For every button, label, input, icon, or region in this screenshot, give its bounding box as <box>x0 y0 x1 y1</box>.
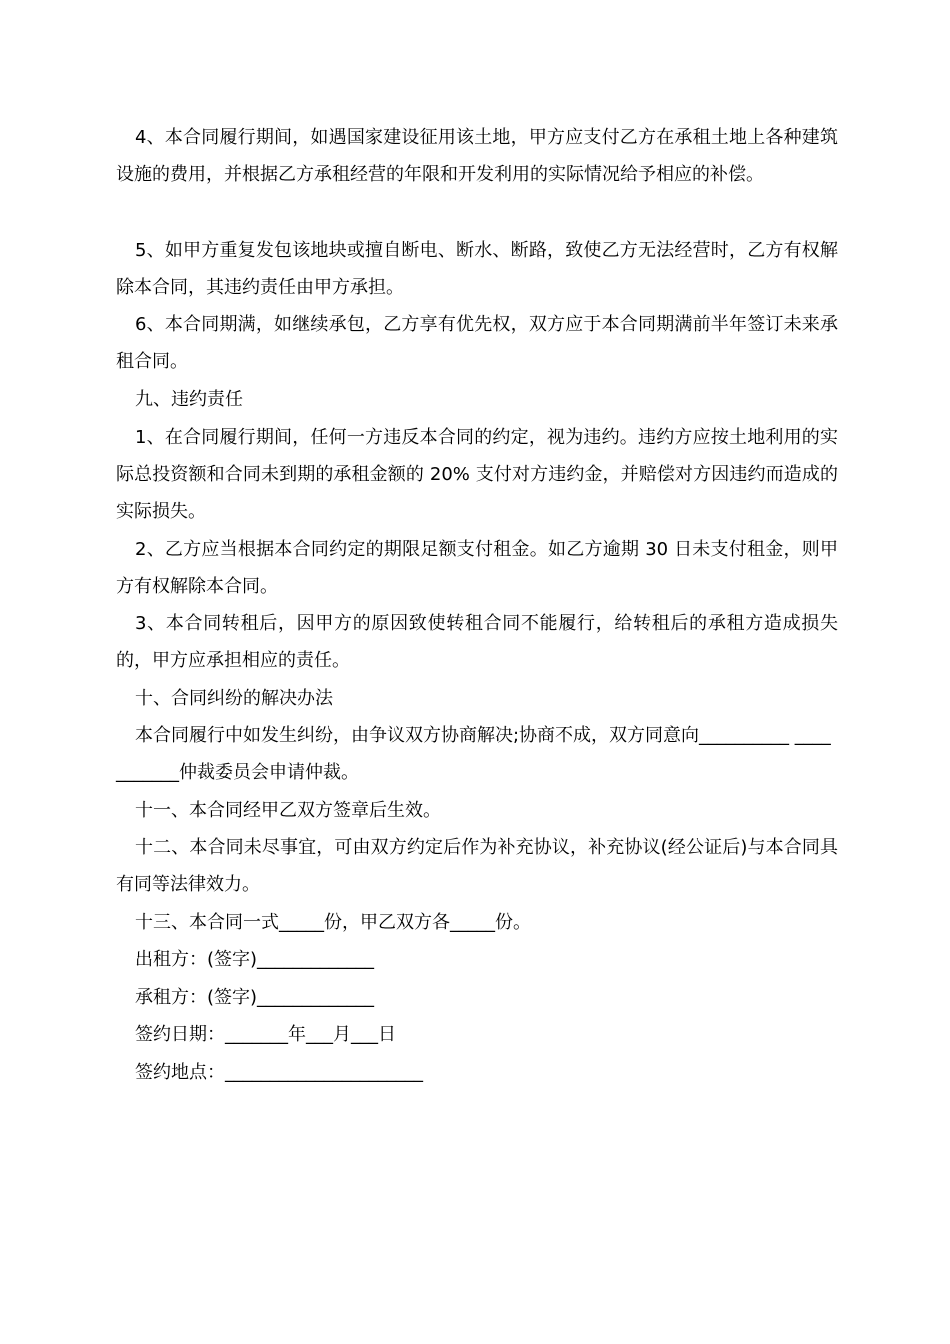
clause-13-copies: 十三、本合同一式_____份，甲乙双方各_____份。 <box>135 912 531 933</box>
section-heading-breach-liability: 九、违约责任 <box>135 389 243 410</box>
clause-12-supplementary-agreement: 十二、本合同未尽事宜，可由双方约定后作为补充协议，补充协议(经公证后)与本合同具有同等法律效力。 <box>116 837 838 895</box>
clause-9-1-breach-penalty: 1、在合同履行期间，任何一方违反本合同的约定，视为违约。违约方应按土地利用的实际总投资额和合同未到期的承租金额的 20% 支付对方违约金，并赔偿对方因违约而造成的实际损失。 <box>116 427 838 522</box>
clause-8-4-land-expropriation: 4、本合同履行期间，如遇国家建设征用该土地，甲方应支付乙方在承租土地上各种建筑设施的费用，并根据乙方承租经营的年限和开发利用的实际情况给予相应的补偿。 <box>116 127 838 185</box>
clause-9-2-rent-payment: 2、乙方应当根据本合同约定的期限足额支付租金。如乙方逾期 30 日未支付租金，则甲方有权解除本合同。 <box>116 539 838 597</box>
clause-8-5-repeat-contracting: 5、如甲方重复发包该地块或擅自断电、断水、断路，致使乙方无法经营时，乙方有权解除本合同，其违约责任由甲方承担。 <box>116 240 838 298</box>
signature-lessee: 承租方：(签字)_____________ <box>135 987 375 1008</box>
signing-location: 签约地点：______________________ <box>135 1062 423 1083</box>
section-heading-dispute-resolution: 十、合同纠纷的解决办法 <box>135 688 333 709</box>
clause-11-effectiveness: 十一、本合同经甲乙双方签章后生效。 <box>135 800 441 821</box>
clause-8-6-renewal-priority: 6、本合同期满，如继续承包，乙方享有优先权，双方应于本合同期满前半年签订未来承租合同。 <box>116 314 838 372</box>
signing-date: 签约日期：_______年___月___日 <box>135 1024 396 1045</box>
signature-lessor: 出租方：(签字)_____________ <box>135 949 375 970</box>
clause-9-3-sublease-liability: 3、本合同转租后，因甲方的原因致使转租合同不能履行，给转租后的承租方造成损失的，甲方应承担相应的责任。 <box>116 613 838 671</box>
clause-10-arbitration: 本合同履行中如发生纠纷，由争议双方协商解决;协商不成，双方同意向__________ ___________仲裁委员会申请仲裁。 <box>116 725 831 783</box>
